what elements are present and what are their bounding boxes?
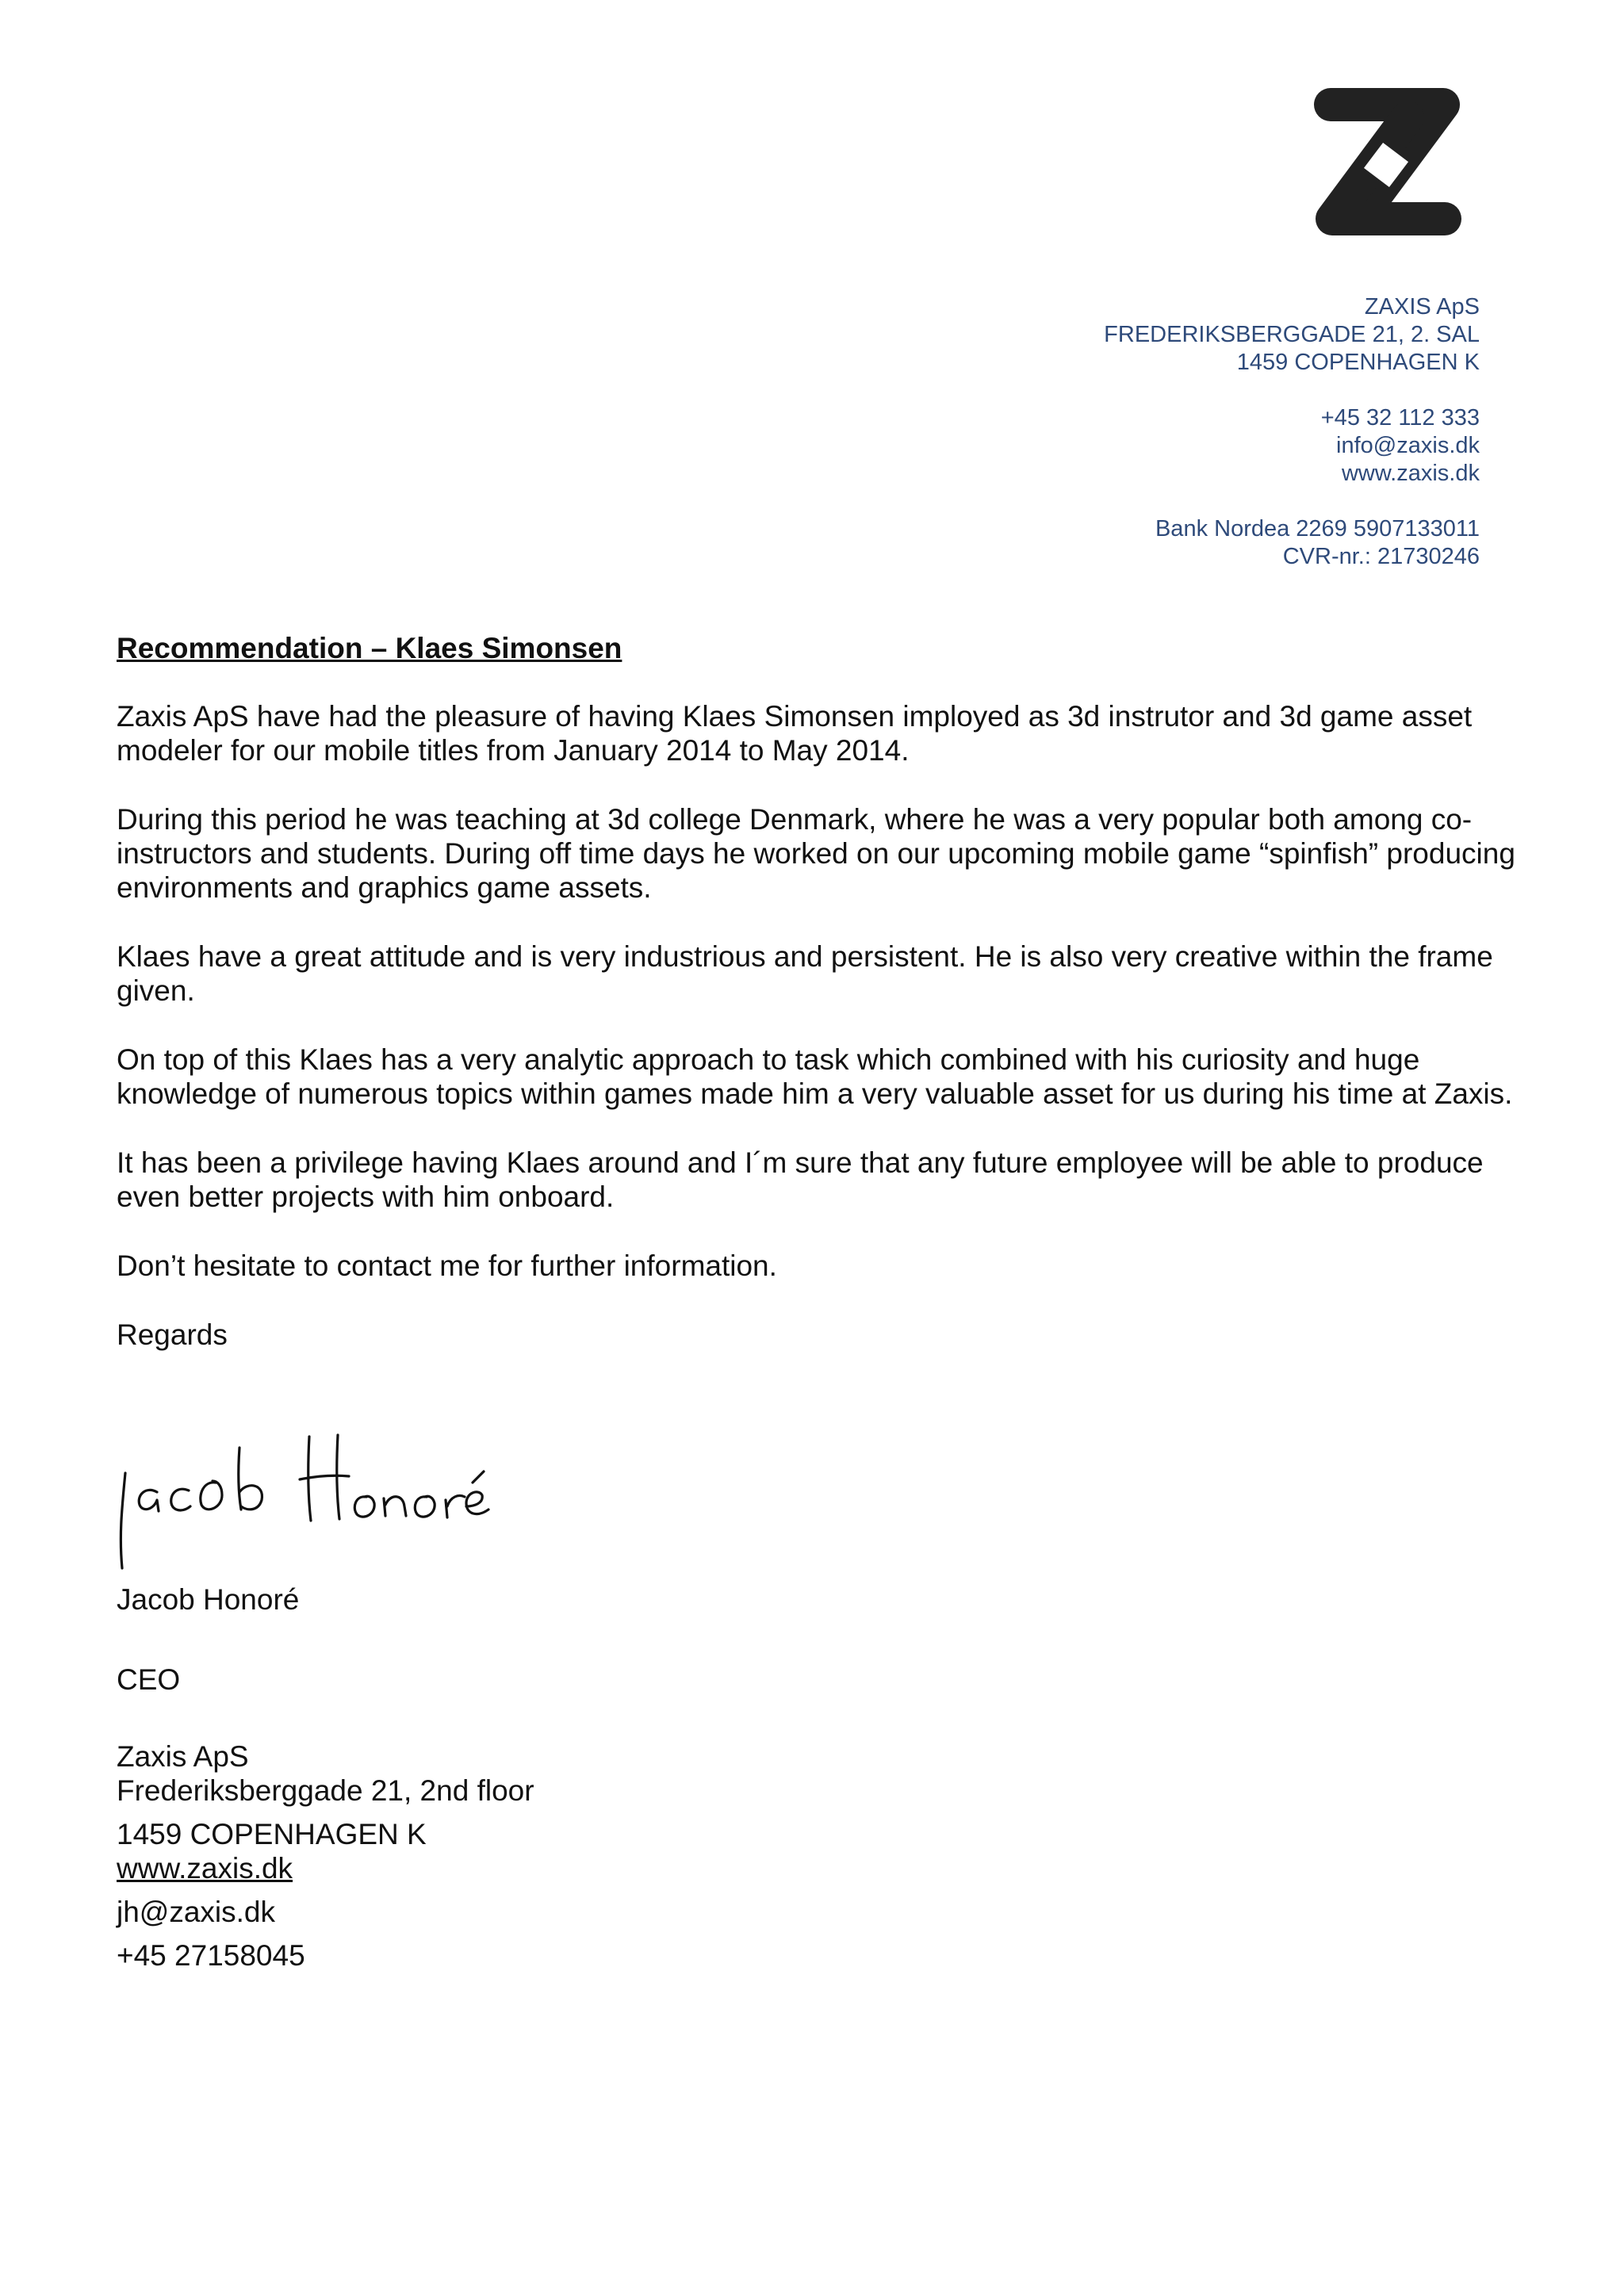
signoff-website-link[interactable]: www.zaxis.dk xyxy=(117,1852,293,1885)
letterhead-street: FREDERIKSBERGGADE 21, 2. SAL xyxy=(1104,322,1480,347)
letter-paragraph-1: Zaxis ApS have had the pleasure of having Klaes Simonsen imployed as 3d instrutor and 3d game asset modeler for our mobile titles from January 2014 to May 2014. xyxy=(117,700,1473,767)
letter-paragraph-6: Don’t hesitate to contact me for further information. xyxy=(117,1249,777,1282)
letterhead-email[interactable]: info@zaxis.dk xyxy=(1336,433,1480,458)
letter-closing: Regards xyxy=(117,1318,228,1351)
letterhead-city: 1459 COPENHAGEN K xyxy=(1236,350,1480,375)
zaxis-z-logo-icon xyxy=(1308,79,1467,238)
letterhead-website[interactable]: www.zaxis.dk xyxy=(1341,461,1480,486)
signoff-phone: +45 27158045 xyxy=(117,1939,305,1972)
letter-paragraph-3: Klaes have a great attitude and is very industrious and persistent. He is also very creative within the frame given. xyxy=(117,940,1493,1007)
letterhead-phone: +45 32 112 333 xyxy=(1320,405,1480,430)
signoff-address: Frederiksberggade 21, 2nd floor xyxy=(117,1774,534,1807)
letter-paragraph-5: It has been a privilege having Klaes around and I´m sure that any future employee will be able to produce even better projects with him onboard. xyxy=(117,1146,1484,1213)
letterhead-address xyxy=(925,293,1480,377)
letter-paragraph-2: During this period he was teaching at 3d college Denmark, where he was a very popular both among co-instructors and students. During off time days he worked on our upcoming mobile game “spinfish” producing environments and graphics game assets. xyxy=(117,803,1515,904)
signoff-email[interactable]: jh@zaxis.dk xyxy=(117,1896,276,1928)
letter-paragraph-4: On top of this Klaes has a very analytic approach to task which combined with his curiosity and huge knowledge of numerous topics within games made him a very valuable asset for us during his time at Zaxis. xyxy=(117,1043,1513,1110)
letterhead-cvr: CVR-nr.: 21730246 xyxy=(1282,544,1480,569)
signoff-city: 1459 COPENHAGEN K xyxy=(117,1818,427,1850)
letter-body xyxy=(117,631,1520,1387)
letterhead-bank-info xyxy=(925,515,1480,571)
letterhead-contact xyxy=(925,404,1480,488)
letterhead-bank: Bank Nordea 2269 5907133011 xyxy=(1155,516,1480,541)
letterhead-company: ZAXIS ApS xyxy=(1364,294,1480,320)
zaxis-logo xyxy=(1308,79,1467,238)
signoff-title: CEO xyxy=(117,1663,181,1696)
signoff-name: Jacob Honoré xyxy=(117,1583,300,1616)
signoff-block xyxy=(117,1582,534,1973)
letterhead xyxy=(925,293,1480,599)
signoff-company: Zaxis ApS xyxy=(117,1740,249,1773)
letter-subject: Recommendation – Klaes Simonsen xyxy=(117,632,622,664)
signature-icon xyxy=(111,1427,492,1578)
handwritten-signature xyxy=(111,1427,492,1578)
